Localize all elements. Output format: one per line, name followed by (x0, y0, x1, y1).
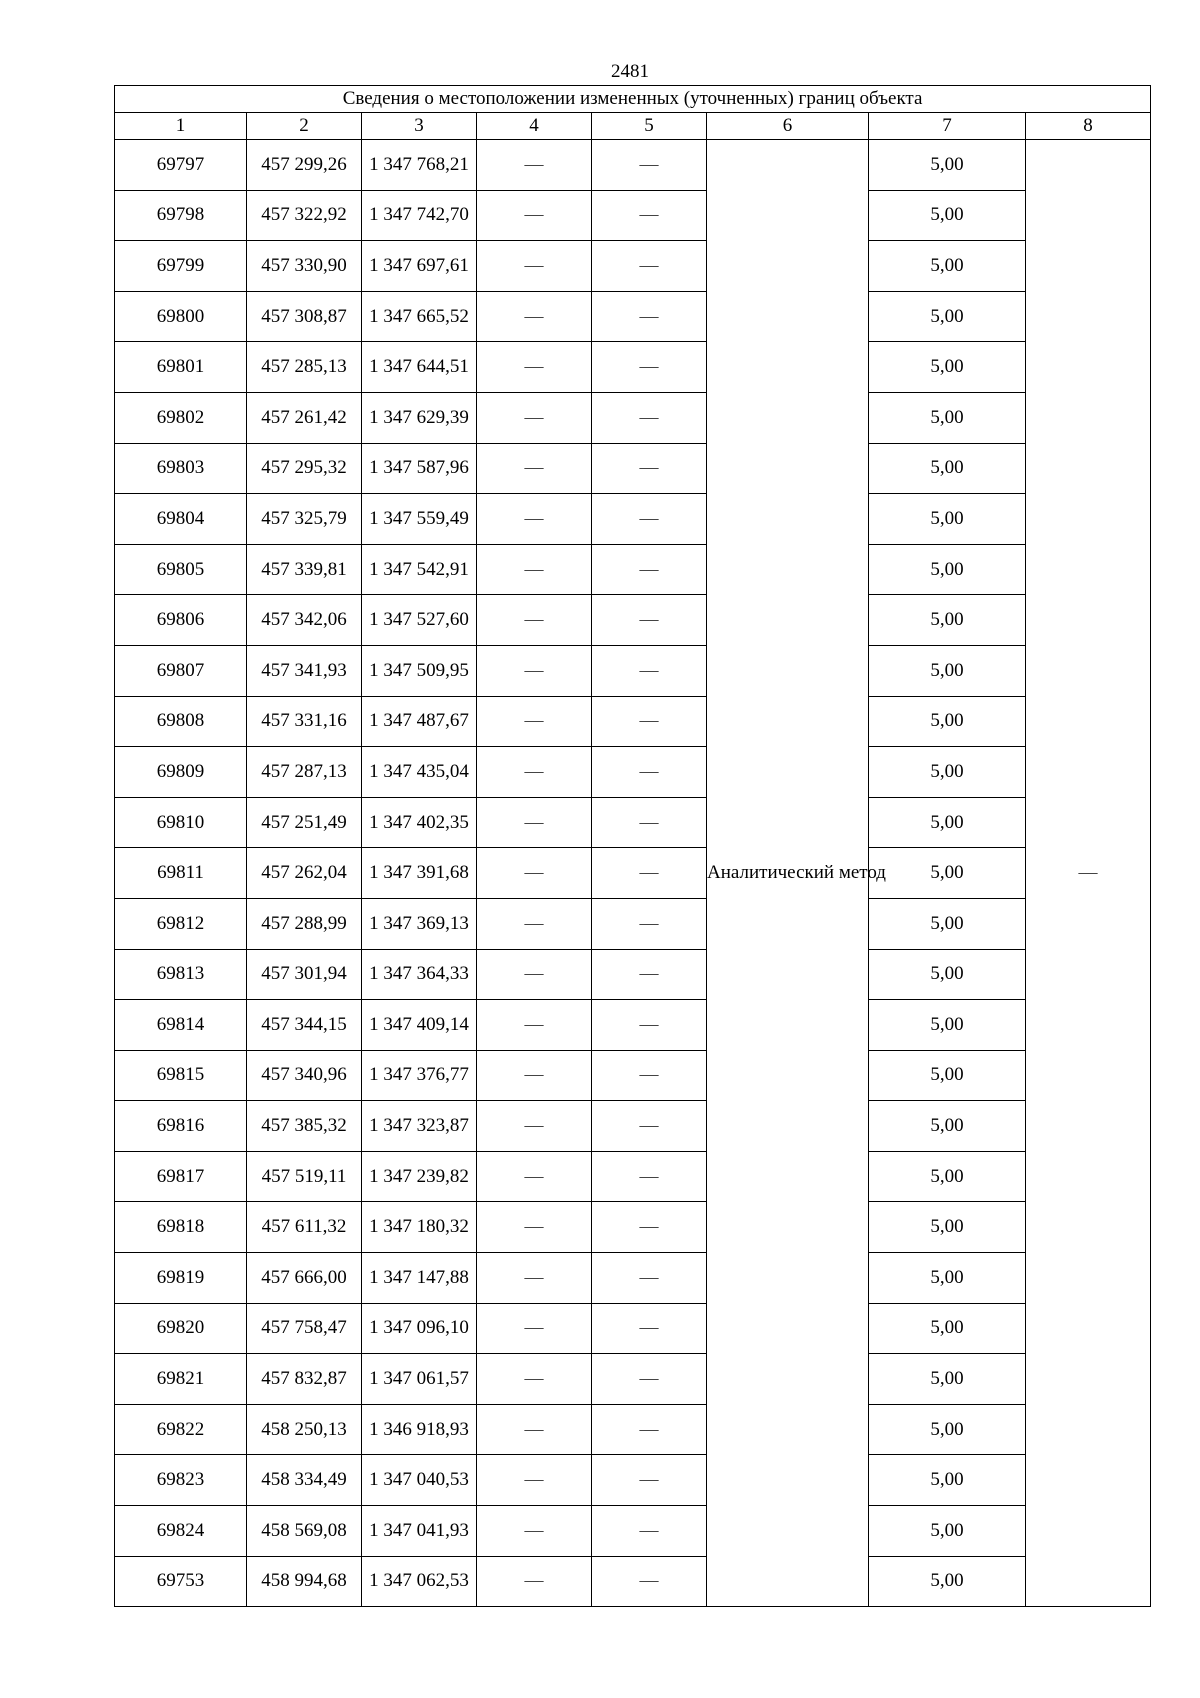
point-number-cell: 69753 (115, 1556, 247, 1607)
point-number-cell: 69823 (115, 1455, 247, 1506)
table-row (115, 747, 1151, 798)
table-row (115, 1303, 1151, 1354)
point-number-cell: 69814 (115, 1000, 247, 1051)
point-number-cell: 69822 (115, 1404, 247, 1455)
column-number: 4 (477, 113, 592, 140)
point-number-cell: 69821 (115, 1354, 247, 1405)
y-coordinate-cell: 1 347 665,52 (362, 291, 477, 342)
y-coordinate-cell: 1 347 402,35 (362, 797, 477, 848)
y-coordinate-cell: 1 347 644,51 (362, 342, 477, 393)
y-coordinate-cell: 1 347 040,53 (362, 1455, 477, 1506)
column-4-cell: — (477, 1556, 592, 1607)
x-coordinate-cell: 458 569,08 (247, 1506, 362, 1557)
column-4-cell: — (477, 848, 592, 899)
column-7-cell: 5,00 (869, 544, 1026, 595)
column-5-cell: — (592, 1000, 707, 1051)
column-4-cell: — (477, 241, 592, 292)
column-5-cell: — (592, 595, 707, 646)
column-7-cell: 5,00 (869, 392, 1026, 443)
column-4-cell: — (477, 190, 592, 241)
x-coordinate-cell: 458 334,49 (247, 1455, 362, 1506)
table-row (115, 1000, 1151, 1051)
column-7-cell: 5,00 (869, 1151, 1026, 1202)
column-4-cell: — (477, 1202, 592, 1253)
y-coordinate-cell: 1 347 587,96 (362, 443, 477, 494)
column-5-cell: — (592, 898, 707, 949)
column-5-cell: — (592, 494, 707, 545)
point-number-cell: 69813 (115, 949, 247, 1000)
point-number-cell: 69798 (115, 190, 247, 241)
column-5-cell: — (592, 949, 707, 1000)
column-5-cell: — (592, 1506, 707, 1557)
column-7-cell: 5,00 (869, 1000, 1026, 1051)
column-4-cell: — (477, 392, 592, 443)
y-coordinate-cell: 1 347 061,57 (362, 1354, 477, 1405)
column-5-cell: — (592, 291, 707, 342)
column-4-cell: — (477, 797, 592, 848)
column-8-cell: — (1026, 140, 1151, 1607)
column-7-cell: 5,00 (869, 291, 1026, 342)
column-5-cell: — (592, 1354, 707, 1405)
column-7-cell: 5,00 (869, 190, 1026, 241)
x-coordinate-cell: 457 287,13 (247, 747, 362, 798)
point-number-cell: 69809 (115, 747, 247, 798)
column-4-cell: — (477, 443, 592, 494)
x-coordinate-cell: 457 340,96 (247, 1050, 362, 1101)
table-row (115, 1050, 1151, 1101)
table-row (115, 1556, 1151, 1607)
table-row (115, 1101, 1151, 1152)
column-7-cell: 5,00 (869, 696, 1026, 747)
x-coordinate-cell: 457 385,32 (247, 1101, 362, 1152)
point-number-cell: 69817 (115, 1151, 247, 1202)
column-5-cell: — (592, 544, 707, 595)
table-row (115, 241, 1151, 292)
x-coordinate-cell: 457 339,81 (247, 544, 362, 595)
column-7-cell: 5,00 (869, 1354, 1026, 1405)
column-4-cell: — (477, 1354, 592, 1405)
point-number-cell: 69811 (115, 848, 247, 899)
column-4-cell: — (477, 544, 592, 595)
column-7-cell: 5,00 (869, 1506, 1026, 1557)
column-7-cell: 5,00 (869, 140, 1026, 191)
method-cell: Аналитический метод (707, 140, 869, 1607)
column-4-cell: — (477, 1101, 592, 1152)
table-body (115, 140, 1151, 1607)
column-4-cell: — (477, 1404, 592, 1455)
column-number: 5 (592, 113, 707, 140)
x-coordinate-cell: 457 330,90 (247, 241, 362, 292)
column-number: 6 (707, 113, 869, 140)
column-4-cell: — (477, 645, 592, 696)
column-7-cell: 5,00 (869, 241, 1026, 292)
column-7-cell: 5,00 (869, 747, 1026, 798)
table-row (115, 1202, 1151, 1253)
point-number-cell: 69802 (115, 392, 247, 443)
table-row (115, 342, 1151, 393)
point-number-cell: 69799 (115, 241, 247, 292)
column-7-cell: 5,00 (869, 645, 1026, 696)
column-7-cell: 5,00 (869, 1556, 1026, 1607)
table-caption: Сведения о местоположении измененных (уточненных) границ объекта (115, 86, 1151, 113)
point-number-cell: 69797 (115, 140, 247, 191)
y-coordinate-cell: 1 347 409,14 (362, 1000, 477, 1051)
y-coordinate-cell: 1 347 323,87 (362, 1101, 477, 1152)
column-4-cell: — (477, 1506, 592, 1557)
x-coordinate-cell: 458 994,68 (247, 1556, 362, 1607)
column-7-cell: 5,00 (869, 1202, 1026, 1253)
column-5-cell: — (592, 140, 707, 191)
column-5-cell: — (592, 1202, 707, 1253)
table-row (115, 696, 1151, 747)
table-row (115, 848, 1151, 899)
column-5-cell: — (592, 443, 707, 494)
point-number-cell: 69807 (115, 645, 247, 696)
table-row (115, 949, 1151, 1000)
table-row (115, 595, 1151, 646)
boundary-coordinates-table (114, 85, 1151, 1607)
table-row (115, 898, 1151, 949)
y-coordinate-cell: 1 347 559,49 (362, 494, 477, 545)
column-5-cell: — (592, 342, 707, 393)
column-4-cell: — (477, 291, 592, 342)
point-number-cell: 69804 (115, 494, 247, 545)
column-number: 7 (869, 113, 1026, 140)
column-5-cell: — (592, 1050, 707, 1101)
x-coordinate-cell: 457 285,13 (247, 342, 362, 393)
column-5-cell: — (592, 1455, 707, 1506)
column-4-cell: — (477, 1303, 592, 1354)
column-number: 1 (115, 113, 247, 140)
y-coordinate-cell: 1 347 096,10 (362, 1303, 477, 1354)
column-4-cell: — (477, 898, 592, 949)
column-5-cell: — (592, 645, 707, 696)
x-coordinate-cell: 457 342,06 (247, 595, 362, 646)
column-7-cell: 5,00 (869, 494, 1026, 545)
column-5-cell: — (592, 848, 707, 899)
y-coordinate-cell: 1 347 239,82 (362, 1151, 477, 1202)
x-coordinate-cell: 457 322,92 (247, 190, 362, 241)
x-coordinate-cell: 457 299,26 (247, 140, 362, 191)
point-number-cell: 69808 (115, 696, 247, 747)
table-row (115, 443, 1151, 494)
column-5-cell: — (592, 1556, 707, 1607)
table-row (115, 494, 1151, 545)
y-coordinate-cell: 1 347 435,04 (362, 747, 477, 798)
x-coordinate-cell: 457 341,93 (247, 645, 362, 696)
x-coordinate-cell: 457 301,94 (247, 949, 362, 1000)
x-coordinate-cell: 457 288,99 (247, 898, 362, 949)
column-4-cell: — (477, 1000, 592, 1051)
point-number-cell: 69818 (115, 1202, 247, 1253)
column-5-cell: — (592, 797, 707, 848)
point-number-cell: 69819 (115, 1253, 247, 1304)
x-coordinate-cell: 457 666,00 (247, 1253, 362, 1304)
point-number-cell: 69801 (115, 342, 247, 393)
table-row (115, 1404, 1151, 1455)
column-number: 8 (1026, 113, 1151, 140)
y-coordinate-cell: 1 347 147,88 (362, 1253, 477, 1304)
column-7-cell: 5,00 (869, 1050, 1026, 1101)
y-coordinate-cell: 1 347 629,39 (362, 392, 477, 443)
column-7-cell: 5,00 (869, 848, 1026, 899)
column-4-cell: — (477, 1050, 592, 1101)
column-5-cell: — (592, 1303, 707, 1354)
column-7-cell: 5,00 (869, 1404, 1026, 1455)
y-coordinate-cell: 1 347 376,77 (362, 1050, 477, 1101)
table-row (115, 797, 1151, 848)
point-number-cell: 69805 (115, 544, 247, 595)
column-4-cell: — (477, 1455, 592, 1506)
column-7-cell: 5,00 (869, 1455, 1026, 1506)
point-number-cell: 69820 (115, 1303, 247, 1354)
y-coordinate-cell: 1 347 527,60 (362, 595, 477, 646)
table-row (115, 1151, 1151, 1202)
column-4-cell: — (477, 747, 592, 798)
x-coordinate-cell: 457 295,32 (247, 443, 362, 494)
column-4-cell: — (477, 595, 592, 646)
column-7-cell: 5,00 (869, 949, 1026, 1000)
column-number: 2 (247, 113, 362, 140)
column-5-cell: — (592, 696, 707, 747)
column-5-cell: — (592, 190, 707, 241)
x-coordinate-cell: 457 261,42 (247, 392, 362, 443)
y-coordinate-cell: 1 347 742,70 (362, 190, 477, 241)
table-row (115, 544, 1151, 595)
table-row (115, 1506, 1151, 1557)
x-coordinate-cell: 457 832,87 (247, 1354, 362, 1405)
x-coordinate-cell: 457 519,11 (247, 1151, 362, 1202)
x-coordinate-cell: 457 758,47 (247, 1303, 362, 1354)
y-coordinate-cell: 1 347 180,32 (362, 1202, 477, 1253)
point-number-cell: 69800 (115, 291, 247, 342)
table-row (115, 392, 1151, 443)
column-5-cell: — (592, 241, 707, 292)
x-coordinate-cell: 457 325,79 (247, 494, 362, 545)
y-coordinate-cell: 1 347 487,67 (362, 696, 477, 747)
table-row (115, 140, 1151, 191)
y-coordinate-cell: 1 347 369,13 (362, 898, 477, 949)
column-7-cell: 5,00 (869, 443, 1026, 494)
table-row (115, 1455, 1151, 1506)
table-row (115, 190, 1151, 241)
column-4-cell: — (477, 1253, 592, 1304)
point-number-cell: 69806 (115, 595, 247, 646)
page-number: 2481 (611, 61, 649, 82)
x-coordinate-cell: 457 331,16 (247, 696, 362, 747)
column-4-cell: — (477, 1151, 592, 1202)
y-coordinate-cell: 1 347 041,93 (362, 1506, 477, 1557)
column-4-cell: — (477, 140, 592, 191)
column-number: 3 (362, 113, 477, 140)
table-row (115, 291, 1151, 342)
column-5-cell: — (592, 1151, 707, 1202)
point-number-cell: 69816 (115, 1101, 247, 1152)
column-7-cell: 5,00 (869, 1253, 1026, 1304)
point-number-cell: 69824 (115, 1506, 247, 1557)
column-7-cell: 5,00 (869, 595, 1026, 646)
column-number-row (115, 113, 1151, 140)
point-number-cell: 69810 (115, 797, 247, 848)
column-5-cell: — (592, 1253, 707, 1304)
x-coordinate-cell: 458 250,13 (247, 1404, 362, 1455)
column-5-cell: — (592, 747, 707, 798)
point-number-cell: 69815 (115, 1050, 247, 1101)
column-7-cell: 5,00 (869, 1101, 1026, 1152)
column-4-cell: — (477, 949, 592, 1000)
y-coordinate-cell: 1 347 062,53 (362, 1556, 477, 1607)
column-7-cell: 5,00 (869, 342, 1026, 393)
x-coordinate-cell: 457 611,32 (247, 1202, 362, 1253)
table-row (115, 645, 1151, 696)
point-number-cell: 69803 (115, 443, 247, 494)
x-coordinate-cell: 457 308,87 (247, 291, 362, 342)
y-coordinate-cell: 1 346 918,93 (362, 1404, 477, 1455)
y-coordinate-cell: 1 347 542,91 (362, 544, 477, 595)
table-row (115, 1354, 1151, 1405)
table-row (115, 1253, 1151, 1304)
column-4-cell: — (477, 696, 592, 747)
column-7-cell: 5,00 (869, 1303, 1026, 1354)
column-5-cell: — (592, 1101, 707, 1152)
column-4-cell: — (477, 494, 592, 545)
y-coordinate-cell: 1 347 391,68 (362, 848, 477, 899)
column-4-cell: — (477, 342, 592, 393)
x-coordinate-cell: 457 251,49 (247, 797, 362, 848)
y-coordinate-cell: 1 347 509,95 (362, 645, 477, 696)
column-5-cell: — (592, 392, 707, 443)
column-5-cell: — (592, 1404, 707, 1455)
y-coordinate-cell: 1 347 768,21 (362, 140, 477, 191)
column-7-cell: 5,00 (869, 898, 1026, 949)
x-coordinate-cell: 457 262,04 (247, 848, 362, 899)
y-coordinate-cell: 1 347 697,61 (362, 241, 477, 292)
x-coordinate-cell: 457 344,15 (247, 1000, 362, 1051)
point-number-cell: 69812 (115, 898, 247, 949)
column-7-cell: 5,00 (869, 797, 1026, 848)
y-coordinate-cell: 1 347 364,33 (362, 949, 477, 1000)
